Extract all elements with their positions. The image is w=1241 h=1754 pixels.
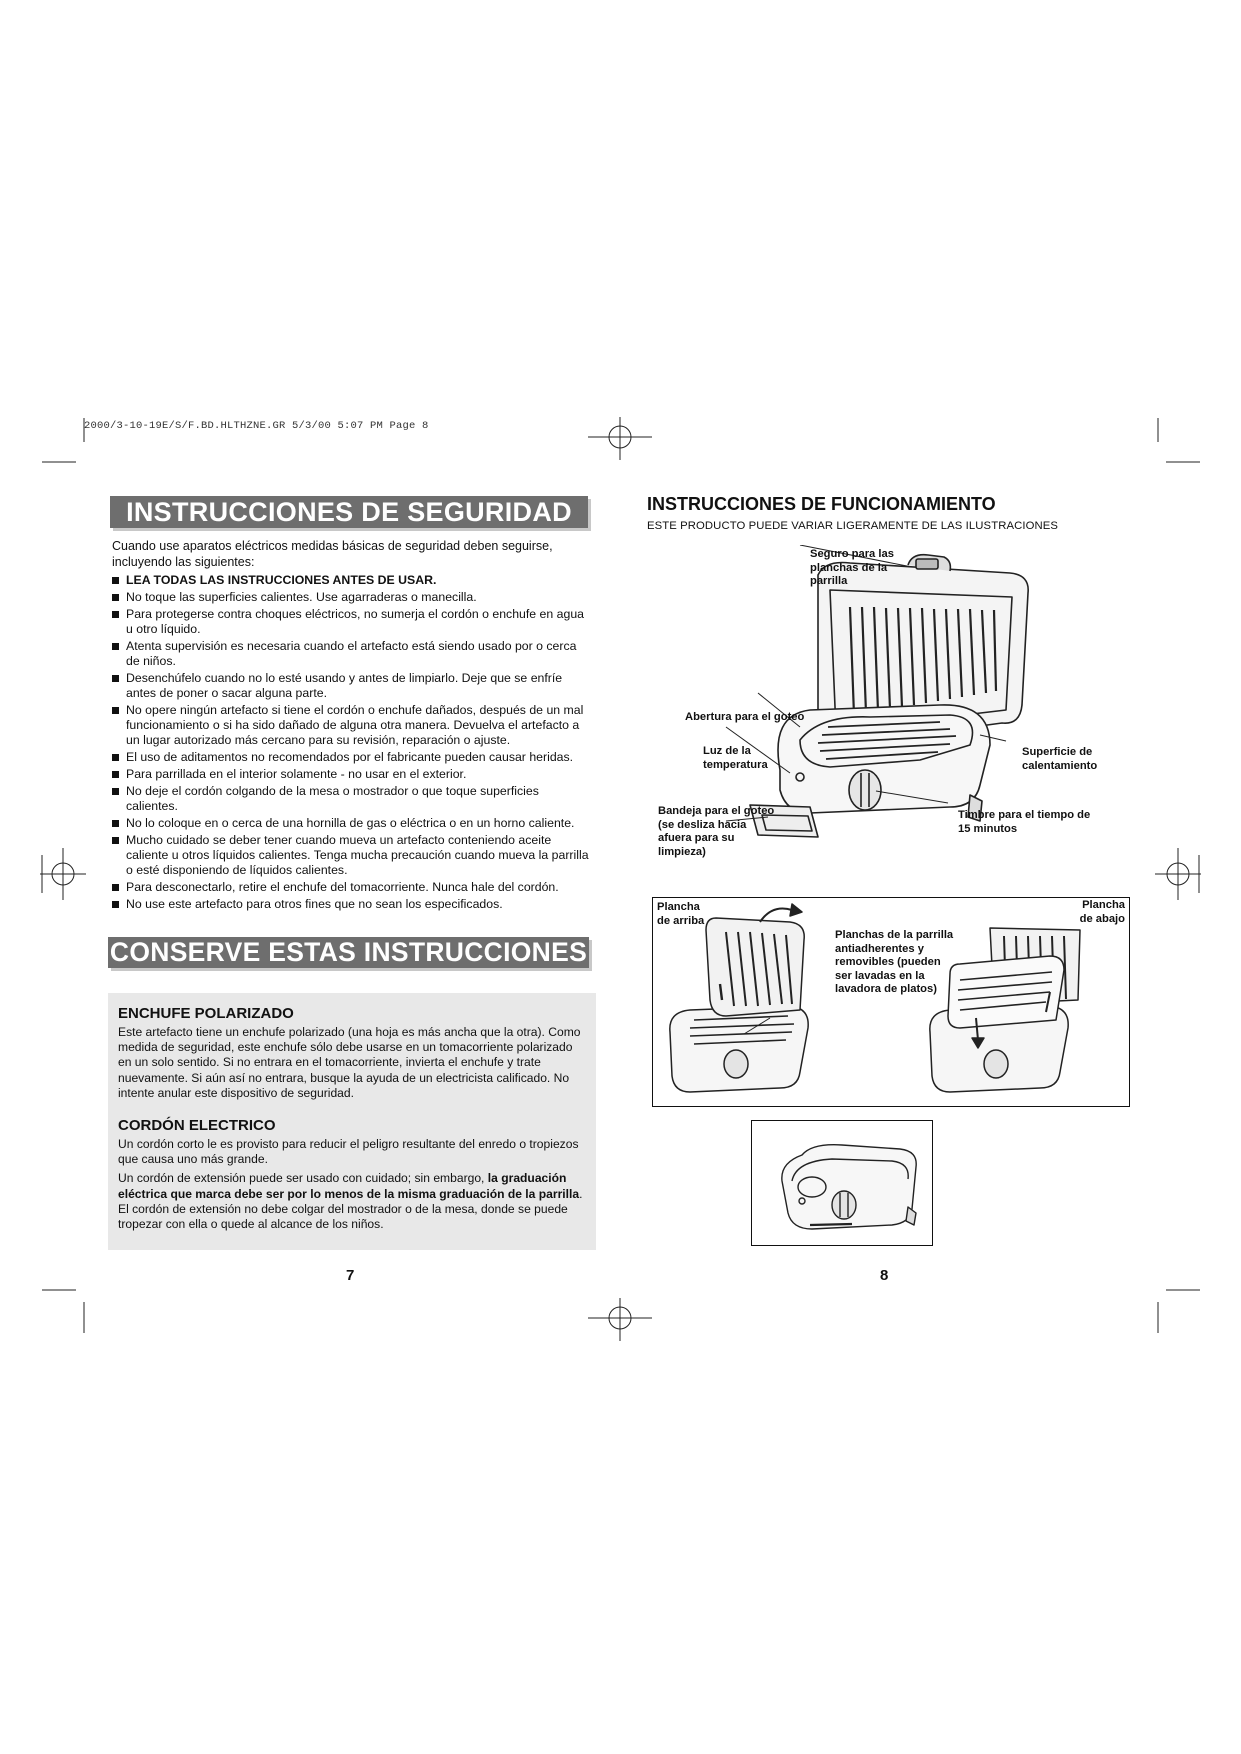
cord-text-1: Un cordón corto le es provisto para reducir el peligro resultante del enredo o tropiezos que causa uno más grande. xyxy=(118,1137,579,1167)
bottom-plate-label: Plancha de abajo xyxy=(1079,899,1125,925)
list-item: No deje el cordón colgando de la mesa o mostrador o que toque superficies calientes. xyxy=(102,784,592,815)
bullet-square-icon xyxy=(112,675,119,682)
list-item: LEA TODAS LAS INSTRUCCIONES ANTES DE USAR. xyxy=(102,573,592,588)
operation-title: INSTRUCCIONES DE FUNCIONAMIENTO xyxy=(647,494,996,514)
bullet-square-icon xyxy=(112,837,119,844)
list-item: No use este artefacto para otros fines que no sean los especificados. xyxy=(102,897,592,912)
bullet-square-icon xyxy=(112,707,119,714)
bullet-square-icon xyxy=(112,820,119,827)
info-box xyxy=(108,993,596,1250)
temp-light-label: Luz de la temperatura xyxy=(703,745,768,771)
list-item: Para parrillada en el interior solamente - no usar en el exterior. xyxy=(102,767,592,782)
bullet-square-icon xyxy=(112,754,119,761)
print-slug: 2000/3-10-19E/S/F.BD.HLTHZNE.GR 5/3/00 5:07 PM Page 8 xyxy=(84,420,429,432)
list-item: No toque las superficies calientes. Use agarraderas o manecilla. xyxy=(102,590,592,605)
safety-intro: Cuando use aparatos eléctricos medidas básicas de seguridad deben seguirse, incluyendo las siguientes: xyxy=(112,539,553,569)
list-item: Para desconectarlo, retire el enchufe del tomacorriente. Nunca hale del cordón. xyxy=(102,880,592,895)
removable-plates-label: Planchas de la parrilla antiadherentes y removibles (pueden ser lavadas en la lavadora de platos) xyxy=(835,929,954,995)
list-item: No opere ningún artefacto si tiene el cordón o enchufe dañados, después de un mal funcionamiento o si ha sido dañado de alguna otra manera. Devuelva el artefacto a un lugar autorizado más cercano para su revisión, reparación o ajuste. xyxy=(102,703,592,749)
safety-banner: INSTRUCCIONES DE SEGURIDAD xyxy=(110,496,588,528)
list-item: Atenta supervisión es necesaria cuando el artefacto está siendo usado por o cerca de niños. xyxy=(102,639,592,670)
list-item: Mucho cuidado se deber tener cuando mueva un artefacto conteniendo aceite caliente u otros líquidos calientes. Tenga mucha precaución cuando mueva la parrilla o esté disponiendo de líquidos calientes. xyxy=(102,833,592,879)
heating-surface-label: Superficie de calentamiento xyxy=(1022,746,1098,772)
bullet-square-icon xyxy=(112,643,119,650)
bullet-square-icon xyxy=(112,884,119,891)
cord-text-2: Un cordón de extensión puede ser usado con cuidado; sin embargo, la graduación eléctrica que marca debe ser por lo menos de la misma graduación de la parrilla. El cordón de extensión no debe colgar del mostrador o de la mesa, donde se puede tropezar con ella o quede al alcance de los niños. xyxy=(118,1171,583,1232)
operation-subtitle: ESTE PRODUCTO PUEDE VARIAR LIGERAMENTE DE LAS ILUSTRACIONES xyxy=(647,520,1058,532)
drip-tray-label: Bandeja para el goteo (se desliza hacia afuera para su limpieza) xyxy=(658,805,775,858)
cord-heading: CORDÓN ELECTRICO xyxy=(118,1117,276,1135)
bullet-square-icon xyxy=(112,901,119,908)
page-number-left: 7 xyxy=(346,1267,355,1284)
grill-closed-illustration xyxy=(752,1121,932,1245)
drip-opening-label: Abertura para el goteo xyxy=(685,711,805,723)
latch-label: Seguro para las planchas de la parrilla xyxy=(810,548,894,587)
plug-heading: ENCHUFE POLARIZADO xyxy=(118,1005,294,1022)
bullet-square-icon xyxy=(112,771,119,778)
plug-text: Este artefacto tiene un enchufe polarizado (una hoja es más ancha que la otra). Como medida de seguridad, este enchufe sólo debe usarse en un tomacorriente polarizado en un solo sentido. Si no entrara en el tomacorriente, invierta el enchufe y trate nuevamente. Si aún así no entrara, busque la ayuda de un electricista calificado. No intente anular este dispositivo de seguridad. xyxy=(118,1025,581,1100)
safety-list xyxy=(102,573,592,914)
list-item: Para protegerse contra choques eléctricos, no sumerja el cordón o enchufe en agua u otro líquido. xyxy=(102,607,592,638)
bullet-square-icon xyxy=(112,788,119,795)
top-plate-label: Plancha de arriba xyxy=(657,901,705,927)
list-item: Desenchúfelo cuando no lo esté usando y antes de limpiarlo. Deje que se enfríe antes de poner o sacar alguna parte. xyxy=(102,671,592,702)
list-item: El uso de aditamentos no recomendados por el fabricante pueden causar heridas. xyxy=(102,750,592,765)
bullet-square-icon xyxy=(112,594,119,601)
keep-instructions-banner: CONSERVE ESTAS INSTRUCCIONES xyxy=(109,937,588,967)
page-number-right: 8 xyxy=(880,1267,889,1284)
bullet-square-icon xyxy=(112,611,119,618)
bullet-square-icon xyxy=(112,577,119,584)
list-item: No lo coloque en o cerca de una hornilla de gas o eléctrica o en un horno caliente. xyxy=(102,816,592,831)
timer-label: Timbre para el tiempo de 15 minutos xyxy=(958,809,1091,835)
